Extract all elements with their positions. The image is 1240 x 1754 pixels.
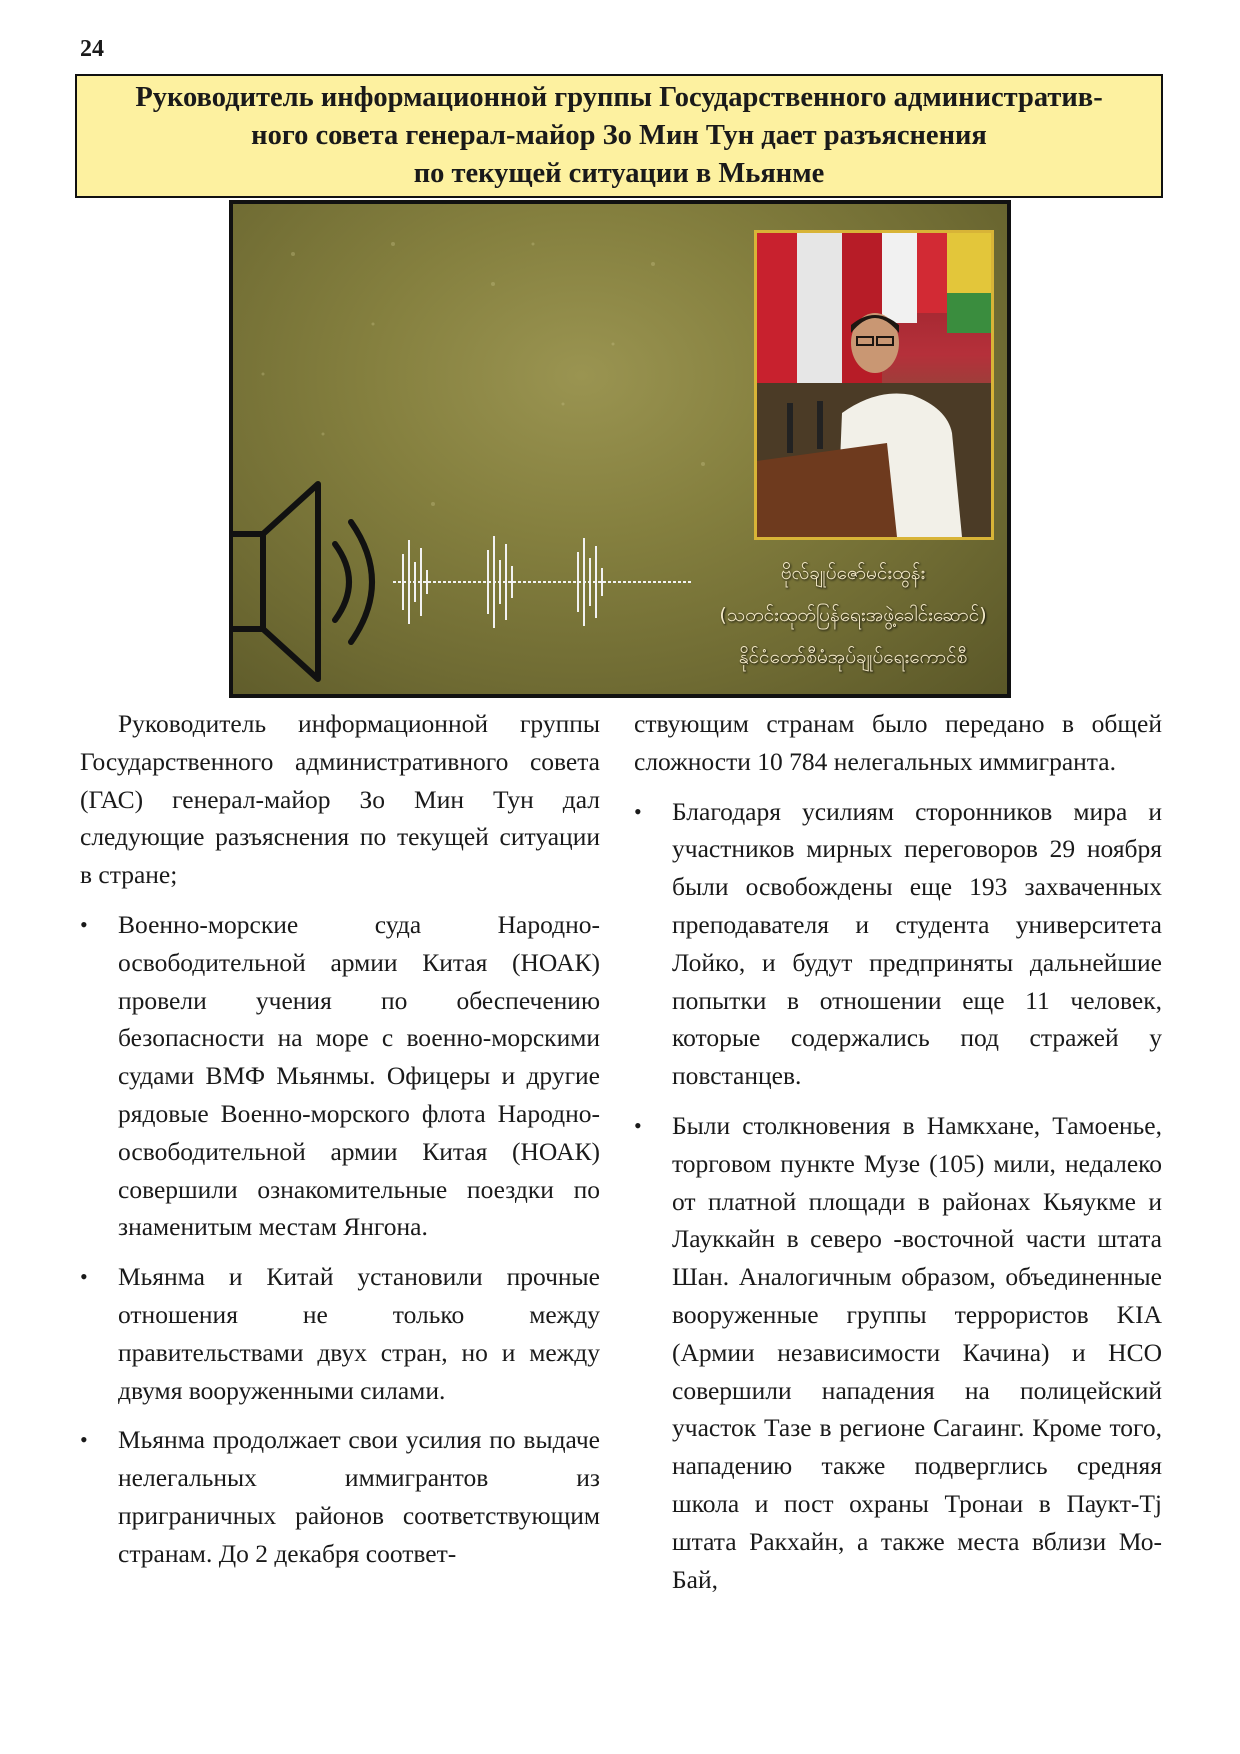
sound-wave-icon	[393, 536, 693, 628]
left-column	[80, 705, 600, 1585]
bullet-marker: •	[634, 1112, 642, 1138]
caption-line-2: (သတင်းထုတ်ပြန်ရေးအဖွဲ့ခေါင်းဆောင်)	[719, 604, 987, 626]
bullet-marker: •	[634, 798, 642, 824]
bullet-list-left	[80, 906, 600, 1573]
continued-paragraph: ствующим странам было передано в общей сложности 10 784 нелегальных иммигранта.	[634, 709, 1162, 776]
speaker-icon	[233, 484, 372, 679]
news-photo	[229, 200, 1011, 698]
list-item: • Благодаря усилиям сторонников мира и участников мирных переговоров 29 ноября были освобождены еще 193 захваченных преподавателя и студента университета Лойко, и будут предприняты дальнейшие попытки в отношении еще 11 человек, которые содержались под стражей у повстанцев.	[634, 793, 1162, 1095]
caption-line-1: ဗိုလ်ချုပ်ဇော်မင်းထွန်း	[780, 562, 926, 584]
bullet-marker: •	[80, 1264, 88, 1290]
title-line-1: Руководитель информационной группы Государственного административ-	[135, 82, 1103, 113]
list-item: • Мьянма и Китай установили прочные отношения не только между правительствами двух стран, но и между двумя вооруженными силами.	[80, 1258, 600, 1409]
speaker-figure	[757, 233, 991, 537]
caption-line-3: နိုင်ငံတော်စီမံအုပ်ချုပ်ရေးကောင်စီ	[738, 646, 968, 668]
list-item: • Военно-морские суда Народно-освободительной армии Китая (НОАК) провели учения по обеспечению безопасности на море с военно-морскими судами ВМФ Мьянмы. Офицеры и другие рядовые Военно-морского флота Народно-освободительной армии Китая (НОАК) совершили ознакомительные поездки по знаменитым местам Янгона.	[80, 906, 600, 1246]
page-number: 24	[80, 36, 104, 62]
intro-paragraph: Руководитель информационной группы Государственного административного совета (ГАС) генерал-майор Зо Мин Тун дал следующие разъяснения по текущей ситуации в стране;	[80, 709, 600, 890]
bullet-marker: •	[80, 911, 88, 937]
article-title	[75, 74, 1163, 198]
list-item: • Были столкновения в Намкхане, Тамоенье, торговом пункте Музе (105) мили, недалеко от платной площади в районах Кьяукме и Лауккайн в северо -восточной части штата Шан. Аналогичным образом, объединенные вооруженные группы террористов KIA (Армии независимости Качина) и НСО совершили нападения на полицейский участок Тазе в регионе Сагаинг. Кроме того, нападению также подверглись средняя школа и пост охраны Тронаи в Паукт-Tj штата Ракхайн, а также места вблизи Мо-Бай,	[634, 1107, 1162, 1598]
title-line-3: по текущей ситуации в Мьянме	[413, 158, 825, 189]
speaker-portrait	[754, 230, 994, 540]
title-line-2: ного совета генерал-майор Зо Мин Тун дает разъяснения	[251, 120, 987, 151]
bullet-marker: •	[80, 1427, 88, 1453]
list-item: • Мьянма продолжает свои усилия по выдаче нелегальных иммигрантов из приграничных районов соответствующим странам. До 2 декабря соответ-	[80, 1421, 600, 1572]
bullet-list-right	[634, 793, 1162, 1599]
photo-caption	[703, 552, 1003, 678]
right-column	[634, 705, 1162, 1610]
